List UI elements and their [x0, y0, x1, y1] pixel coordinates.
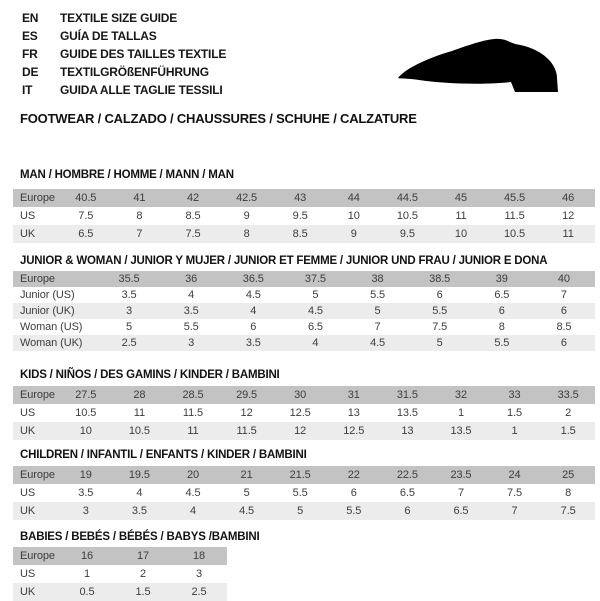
size-cell: 8.5: [292, 228, 308, 240]
section-title-junior-woman: JUNIOR & WOMAN / JUNIOR Y MUJER / JUNIOR ET FEMME / JUNIOR UND FRAU / JUNIOR E DONA: [20, 255, 548, 267]
size-cell: 9: [350, 228, 357, 240]
size-cell: 36.5: [242, 273, 264, 285]
size-cell: 1: [83, 568, 91, 580]
size-cell: 12: [562, 210, 575, 222]
row-label: Junior (US): [20, 289, 75, 301]
size-cell: 23.5: [450, 469, 472, 481]
size-cell: 7: [511, 505, 518, 517]
size-cell: 4: [189, 505, 196, 517]
size-table-header-row: [13, 466, 595, 484]
size-cell: 6: [250, 321, 257, 333]
size-cell: 7.5: [507, 487, 523, 499]
size-cell: 4: [250, 305, 257, 317]
size-cell: 31.5: [396, 389, 418, 401]
size-cell: 6.5: [453, 505, 469, 517]
size-cell: 2: [139, 568, 147, 580]
size-cell: 1: [457, 407, 464, 419]
size-cell: 9.5: [399, 228, 415, 240]
size-cell: 5: [436, 337, 443, 349]
size-cell: 10.5: [128, 425, 150, 437]
size-cell: 10: [347, 210, 360, 222]
size-cell: 1.5: [507, 407, 523, 419]
size-cell: 40.5: [75, 192, 97, 204]
size-cell: 11: [455, 210, 467, 222]
size-cell: 7: [560, 289, 567, 301]
size-cell: 22.5: [396, 469, 418, 481]
language-code: DE: [22, 65, 39, 79]
size-cell: 4.5: [185, 487, 201, 499]
dress-shoe-icon: [394, 30, 570, 96]
language-label: GUIDE DES TAILLES TEXTILE: [60, 47, 227, 61]
size-cell: 5.5: [432, 305, 448, 317]
size-cell: 7: [374, 321, 381, 333]
language-label: TEXTILE SIZE GUIDE: [60, 11, 178, 25]
size-cell: 4: [188, 289, 195, 301]
row-label: Europe: [20, 550, 55, 562]
size-cell: 38.5: [429, 273, 451, 285]
size-cell: 41: [133, 192, 146, 204]
size-cell: 10: [454, 228, 467, 240]
row-label: Europe: [20, 389, 55, 401]
section-children: [13, 449, 595, 520]
size-cell: 17: [136, 550, 150, 562]
dress-shoe-shape: [398, 39, 558, 92]
size-cell: 45: [454, 192, 467, 204]
size-cell: 7: [136, 228, 143, 240]
size-cell: 5.5: [370, 289, 386, 301]
size-cell: 45.5: [504, 192, 526, 204]
size-cell: 11.5: [236, 425, 257, 437]
section-kids: [13, 369, 595, 440]
size-cell: 7.5: [185, 228, 201, 240]
size-cell: 8: [243, 228, 250, 240]
size-cell: 35.5: [118, 273, 140, 285]
row-label: US: [20, 487, 36, 499]
size-cell: 6: [436, 289, 443, 301]
row-label: UK: [20, 586, 36, 598]
size-table-row: [13, 207, 595, 225]
size-cell: 10.5: [504, 228, 526, 240]
size-table-row: [13, 422, 595, 440]
size-cell: 29.5: [236, 389, 258, 401]
size-cell: 33: [508, 389, 521, 401]
size-cell: 40: [557, 273, 570, 285]
size-cell: 5: [243, 487, 250, 499]
size-cell: 3.5: [245, 337, 261, 349]
row-label: US: [20, 407, 36, 419]
size-cell: 22: [347, 469, 360, 481]
size-cell: 11: [187, 425, 199, 437]
category-title: FOOTWEAR / CALZADO / CHAUSSURES / SCHUHE / CALZATURE: [20, 111, 417, 126]
size-cell: 6: [560, 305, 567, 317]
language-label: GUIDA ALLE TAGLIE TESSILI: [60, 83, 223, 97]
size-table-row: [13, 502, 595, 520]
size-cell: 3: [82, 505, 89, 517]
row-label: UK: [20, 425, 36, 437]
size-table-kids: [13, 386, 595, 440]
language-list: [22, 9, 226, 99]
row-label: Europe: [20, 469, 55, 481]
size-cell: 2.5: [191, 586, 207, 598]
size-cell: 19.5: [128, 469, 150, 481]
size-cell: 20: [186, 469, 199, 481]
size-cell: 8.5: [185, 210, 201, 222]
size-cell: 7.5: [78, 210, 94, 222]
size-table-header-row: [13, 547, 227, 565]
language-row-en: [22, 9, 226, 27]
size-cell: 6.5: [78, 228, 94, 240]
size-cell: 12.5: [343, 425, 365, 437]
language-row-es: [22, 27, 226, 45]
size-cell: 7: [457, 487, 464, 499]
size-cell: 1.5: [135, 586, 151, 598]
size-cell: 4.5: [239, 505, 255, 517]
row-label: Junior (UK): [20, 305, 75, 317]
size-cell: 5: [126, 321, 133, 333]
size-cell: 11: [133, 407, 145, 419]
size-cell: 36: [185, 273, 198, 285]
size-cell: 2: [565, 407, 572, 419]
size-cell: 5.5: [494, 337, 510, 349]
size-cell: 6: [560, 337, 567, 349]
section-babies: [13, 531, 595, 601]
size-cell: 3: [126, 305, 133, 317]
size-cell: 8.5: [556, 321, 572, 333]
language-label: TEXTILGRÖßENFÜHRUNG: [60, 65, 209, 79]
size-cell: 28.5: [182, 389, 204, 401]
size-cell: 6: [404, 505, 411, 517]
size-table-header-row: [13, 271, 595, 287]
size-table-man: [13, 189, 595, 243]
row-label: UK: [20, 505, 36, 517]
size-cell: 21.5: [289, 469, 311, 481]
row-label: US: [20, 568, 36, 580]
row-label: UK: [20, 228, 36, 240]
size-cell: 10: [79, 425, 92, 437]
size-cell: 12: [294, 425, 307, 437]
size-cell: 0.5: [79, 586, 95, 598]
size-cell: 28: [133, 389, 146, 401]
section-title-kids: KIDS / NIÑOS / DES GAMINS / KINDER / BAMBINI: [20, 369, 280, 381]
size-cell: 21: [240, 469, 253, 481]
row-label: Europe: [20, 273, 55, 285]
size-cell: 39: [495, 273, 508, 285]
size-cell: 6.5: [399, 487, 415, 499]
size-cell: 8: [565, 487, 572, 499]
size-cell: 13.5: [396, 407, 418, 419]
size-cell: 3.5: [131, 505, 147, 517]
size-cell: 6.5: [307, 321, 323, 333]
size-cell: 27.5: [75, 389, 97, 401]
language-label: GUÍA DE TALLAS: [60, 29, 157, 43]
section-man: [13, 169, 595, 243]
size-cell: 11: [562, 228, 574, 240]
size-cell: 4.5: [370, 337, 386, 349]
size-cell: 6: [498, 305, 505, 317]
language-code: EN: [22, 11, 39, 25]
size-cell: 9: [243, 210, 250, 222]
size-table-row: [13, 303, 595, 319]
size-cell: 42: [186, 192, 199, 204]
size-cell: 31: [347, 389, 360, 401]
size-cell: 7.5: [560, 505, 576, 517]
language-row-fr: [22, 45, 226, 63]
size-cell: 30: [294, 389, 307, 401]
size-cell: 5.5: [292, 487, 308, 499]
size-cell: 5.5: [346, 505, 362, 517]
size-cell: 12: [240, 407, 253, 419]
size-cell: 3.5: [78, 487, 94, 499]
size-table-row: [13, 565, 227, 583]
size-table-children: [13, 466, 595, 520]
size-table-junior-woman: [13, 271, 595, 351]
size-cell: 16: [80, 550, 94, 562]
size-cell: 43: [294, 192, 307, 204]
size-cell: 11.5: [182, 407, 204, 419]
size-cell: 4.5: [307, 305, 323, 317]
size-cell: 4.5: [245, 289, 261, 301]
size-table-header-row: [13, 386, 595, 404]
size-cell: 37.5: [304, 273, 326, 285]
size-cell: 44.5: [396, 192, 418, 204]
row-label: Woman (UK): [20, 337, 83, 349]
size-cell: 13: [401, 425, 414, 437]
size-table-row: [13, 484, 595, 502]
size-cell: 4: [312, 337, 319, 349]
section-title-man: MAN / HOMBRE / HOMME / MANN / MAN: [20, 169, 234, 181]
size-cell: 18: [192, 550, 206, 562]
size-table-babies: [13, 547, 227, 601]
size-cell: 3: [188, 337, 195, 349]
size-cell: 5: [374, 305, 381, 317]
size-cell: 6: [350, 487, 357, 499]
size-table-row: [13, 404, 595, 422]
section-title-children: CHILDREN / INFANTIL / ENFANTS / KINDER / BAMBINI: [20, 449, 307, 461]
section-title-babies: BABIES / BEBÉS / BÉBÉS / BABYS /BAMBINI: [20, 531, 260, 543]
language-code: ES: [22, 29, 38, 43]
size-table-header-row: [13, 189, 595, 207]
size-cell: 13: [347, 407, 360, 419]
size-cell: 42.5: [236, 192, 258, 204]
size-cell: 3: [195, 568, 203, 580]
size-table-row: [13, 583, 227, 601]
size-cell: 8: [498, 321, 505, 333]
section-junior-woman: [13, 255, 595, 351]
size-cell: 5.5: [183, 321, 199, 333]
language-code: IT: [22, 83, 33, 97]
language-code: FR: [22, 47, 38, 61]
size-cell: 7.5: [432, 321, 448, 333]
size-cell: 44: [347, 192, 360, 204]
size-cell: 46: [562, 192, 575, 204]
size-cell: 4: [136, 487, 143, 499]
size-cell: 1.5: [560, 425, 576, 437]
size-cell: 12.5: [289, 407, 311, 419]
size-cell: 11.5: [504, 210, 525, 222]
size-cell: 19: [79, 469, 92, 481]
size-cell: 6.5: [494, 289, 510, 301]
size-cell: 10.5: [396, 210, 418, 222]
size-table-row: [13, 335, 595, 351]
size-cell: 3.5: [183, 305, 199, 317]
size-cell: 1: [511, 425, 518, 437]
language-row-de: [22, 63, 226, 81]
size-cell: 24: [508, 469, 521, 481]
size-cell: 32: [454, 389, 467, 401]
language-row-it: [22, 81, 226, 99]
size-cell: 25: [562, 469, 575, 481]
size-cell: 33.5: [557, 389, 579, 401]
size-cell: 3.5: [121, 289, 137, 301]
size-table-row: [13, 287, 595, 303]
size-table-row: [13, 225, 595, 243]
size-cell: 9.5: [292, 210, 308, 222]
size-cell: 8: [136, 210, 143, 222]
row-label: Woman (US): [20, 321, 83, 333]
row-label: Europe: [20, 192, 55, 204]
size-cell: 10.5: [75, 407, 97, 419]
size-cell: 5: [297, 505, 304, 517]
row-label: US: [20, 210, 36, 222]
size-cell: 13.5: [450, 425, 472, 437]
size-cell: 38: [371, 273, 384, 285]
size-table-row: [13, 319, 595, 335]
size-tables: [13, 163, 595, 601]
size-cell: 5: [312, 289, 319, 301]
size-cell: 2.5: [121, 337, 137, 349]
